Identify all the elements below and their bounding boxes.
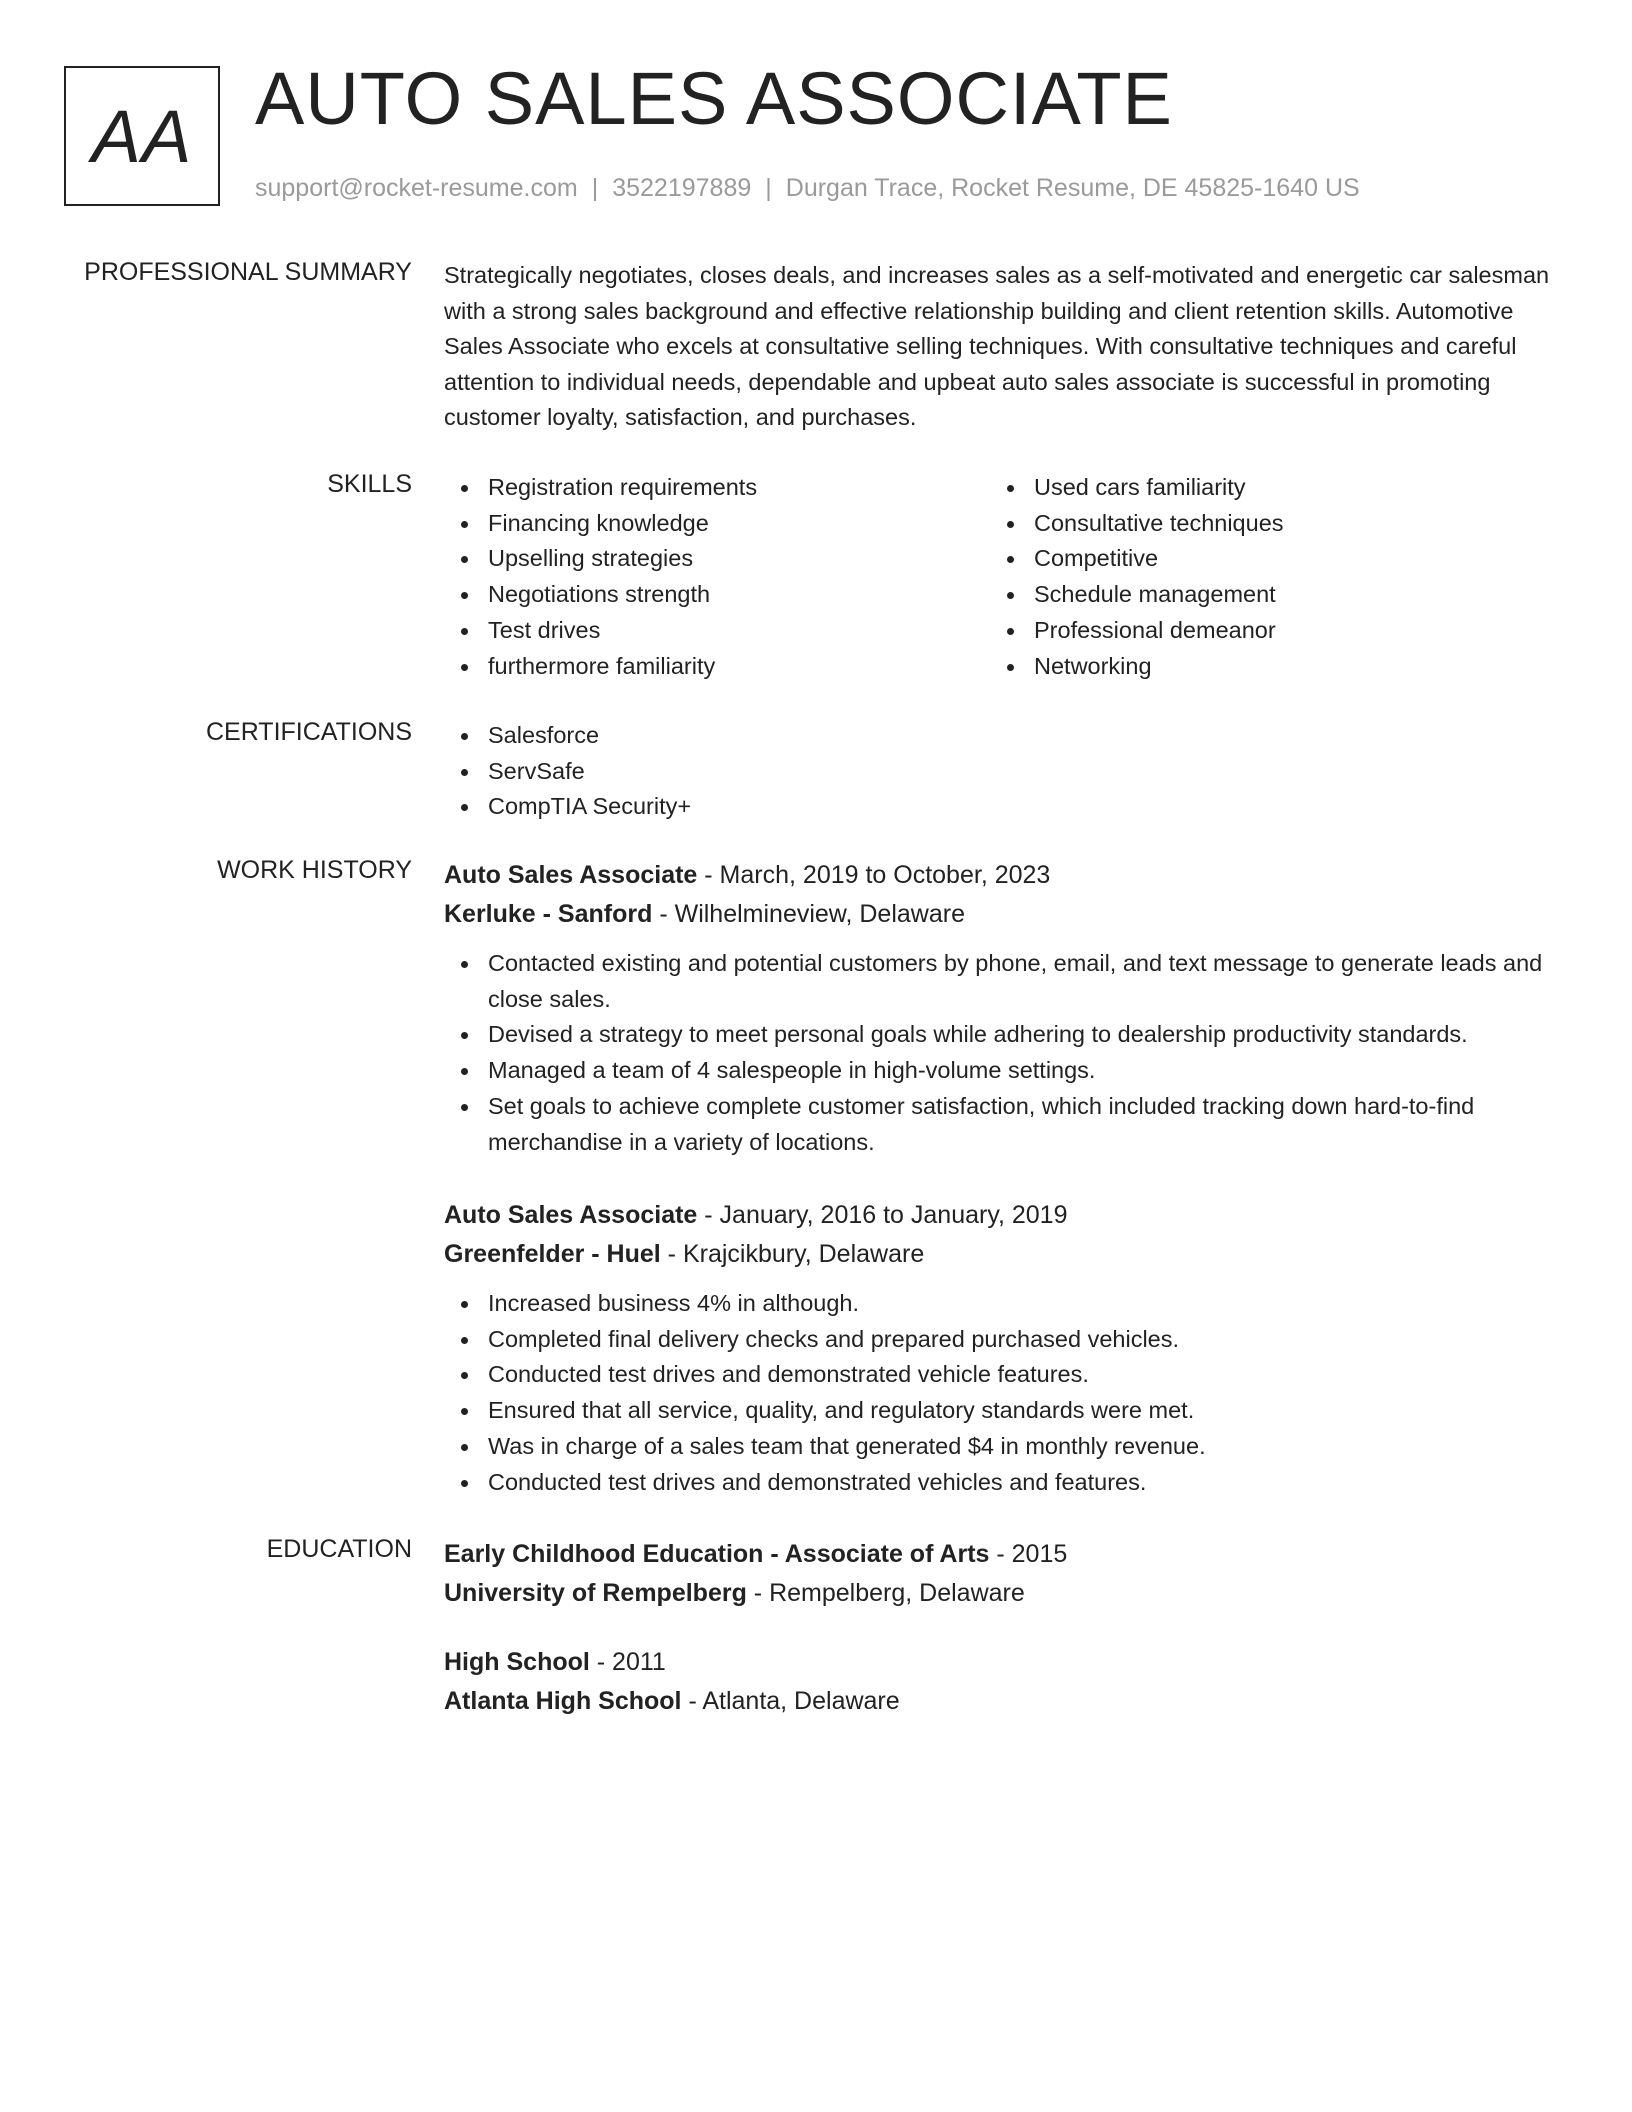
- skill-item: Consultative techniques: [990, 506, 1536, 542]
- education-school: University of Rempelberg: [444, 1579, 747, 1607]
- summary-body: [444, 258, 1554, 436]
- education-degree-line: [444, 1643, 1554, 1682]
- education-degree-line: [444, 1535, 1554, 1574]
- skill-item: Test drives: [444, 613, 990, 649]
- skill-item: Schedule management: [990, 577, 1536, 613]
- job-company-line: [444, 1235, 1554, 1274]
- skill-item: furthermore familiarity: [444, 649, 990, 685]
- skill-item: Professional demeanor: [990, 613, 1536, 649]
- contact-address: Durgan Trace, Rocket Resume, DE 45825-1640 US: [785, 174, 1360, 202]
- education-heading: EDUCATION: [266, 1535, 412, 1563]
- job-duty: Conducted test drives and demonstrated vehicle features.: [444, 1357, 1554, 1393]
- education-location: - Atlanta, Delaware: [681, 1687, 900, 1715]
- resume-title: AUTO SALES ASSOCIATE: [255, 57, 1173, 140]
- skills-list-left: [444, 470, 990, 684]
- skill-item: Upselling strategies: [444, 541, 990, 577]
- job-duty: Conducted test drives and demonstrated vehicles and features.: [444, 1465, 1554, 1501]
- job-duties-list: [444, 1286, 1554, 1500]
- skills-section: [0, 470, 1632, 690]
- job-duty: Set goals to achieve complete customer satisfaction, which included tracking down hard-to-find merchandise in a variety of locations.: [444, 1089, 1554, 1160]
- job-role: Auto Sales Associate: [444, 1201, 698, 1229]
- job-duty: Ensured that all service, quality, and regulatory standards were met.: [444, 1393, 1554, 1429]
- education-section: [0, 1535, 1632, 1735]
- monogram-logo: [64, 66, 220, 206]
- education-degree: High School: [444, 1648, 590, 1676]
- job-location: - Wilhelmineview, Delaware: [652, 900, 965, 928]
- skill-item: Used cars familiarity: [990, 470, 1536, 506]
- certifications-body: [444, 718, 1554, 825]
- education-school: Atlanta High School: [444, 1687, 682, 1715]
- job-company-line: [444, 895, 1554, 934]
- summary-text: Strategically negotiates, closes deals, and increases sales as a self-motivated and energetic car salesman with a strong sales background and effective relationship building and client retention skills. Automotive Sales Associate who excels at consultative selling techniques. With consultative techniques and careful attention to individual needs, dependable and upbeat auto sales associate is successful in promoting customer loyalty, satisfaction, and purchases.: [444, 262, 1550, 430]
- job-duty: Contacted existing and potential customers by phone, email, and text message to generate leads and close sales.: [444, 946, 1554, 1017]
- education-school-line: [444, 1682, 1554, 1721]
- education-year: - 2011: [589, 1648, 666, 1676]
- work-history-section: [0, 856, 1632, 1516]
- skills-list-right: [990, 470, 1536, 684]
- education-location: - Rempelberg, Delaware: [746, 1579, 1025, 1607]
- certification-item: CompTIA Security+: [444, 789, 1554, 825]
- work-history-heading: WORK HISTORY: [217, 856, 412, 884]
- education-entry: [444, 1535, 1554, 1613]
- skill-item: Competitive: [990, 541, 1536, 577]
- certifications-list: [444, 718, 1554, 825]
- job-duty: Completed final delivery checks and prepared purchased vehicles.: [444, 1322, 1554, 1358]
- job-duty: Devised a strategy to meet personal goals while adhering to dealership productivity standards.: [444, 1017, 1554, 1053]
- contact-separator: |: [591, 174, 599, 202]
- skill-item: Networking: [990, 649, 1536, 685]
- job-duty: Increased business 4% in although.: [444, 1286, 1554, 1322]
- certifications-heading: CERTIFICATIONS: [205, 718, 412, 746]
- job-title-line: [444, 856, 1554, 895]
- job-company: Kerluke - Sanford: [444, 900, 653, 928]
- skill-item: Financing knowledge: [444, 506, 990, 542]
- monogram-initials: AA: [91, 94, 193, 178]
- job-title-line: [444, 1196, 1554, 1235]
- skills-body: [444, 470, 1554, 684]
- skills-heading: SKILLS: [327, 470, 412, 498]
- contact-phone: 3522197889: [612, 174, 752, 202]
- summary-heading: PROFESSIONAL SUMMARY: [84, 258, 412, 286]
- job-duties-list: [444, 946, 1554, 1160]
- skill-item: Registration requirements: [444, 470, 990, 506]
- education-degree: Early Childhood Education - Associate of Arts: [444, 1540, 990, 1568]
- job-company: Greenfelder - Huel: [444, 1240, 661, 1268]
- contact-email: support@rocket-resume.com: [255, 174, 578, 202]
- education-year: - 2015: [989, 1540, 1068, 1568]
- skill-item: Negotiations strength: [444, 577, 990, 613]
- job-role: Auto Sales Associate: [444, 861, 698, 889]
- education-school-line: [444, 1574, 1554, 1613]
- certification-item: Salesforce: [444, 718, 1554, 754]
- job-dates: - March, 2019 to October, 2023: [697, 861, 1051, 889]
- summary-section: [0, 258, 1632, 438]
- job-entry: [444, 856, 1554, 1160]
- job-location: - Krajcikbury, Delaware: [660, 1240, 925, 1268]
- job-entry: [444, 1196, 1554, 1500]
- certifications-section: [0, 718, 1632, 838]
- contact-separator: |: [765, 174, 772, 202]
- education-entry: [444, 1643, 1554, 1721]
- job-duty: Managed a team of 4 salespeople in high-volume settings.: [444, 1053, 1554, 1089]
- job-duty: Was in charge of a sales team that generated $4 in monthly revenue.: [444, 1429, 1554, 1465]
- job-dates: - January, 2016 to January, 2019: [697, 1201, 1068, 1229]
- certification-item: ServSafe: [444, 754, 1554, 790]
- contact-line: [255, 174, 1360, 203]
